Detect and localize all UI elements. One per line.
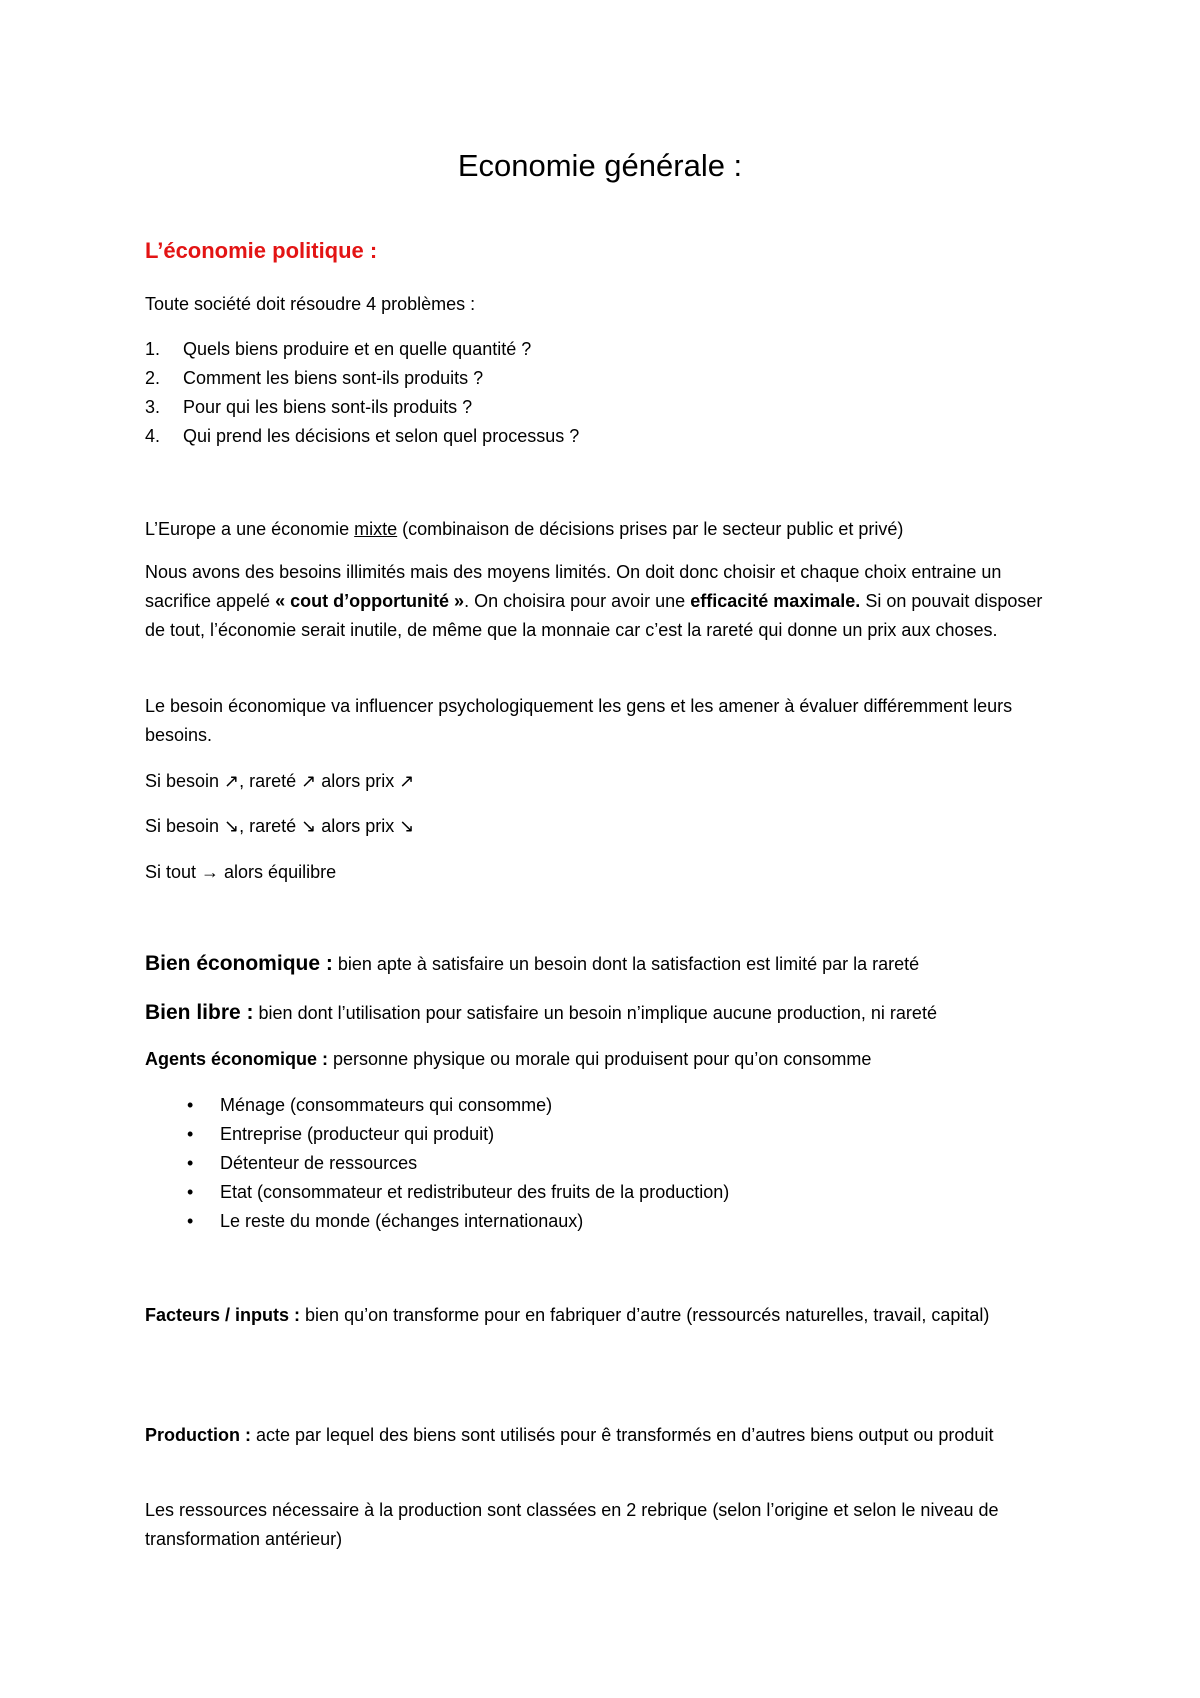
bullet-icon: • [187,1095,194,1115]
list-item: • Ménage (consommateurs qui consomme) [145,1091,1065,1120]
rule-line: Si besoin ↗, rareté ↗ alors prix ↗ [145,771,415,791]
europe-paragraph: L’Europe a une économie mixte (combinaison de décisions prises par le secteur public et privé) [145,519,904,539]
agents-list [145,1091,1065,1236]
list-item [145,364,1065,393]
bullet-icon: • [187,1211,194,1231]
definition-agents: Agents économique : personne physique ou morale qui produisent pour qu’on consomme [145,1049,872,1069]
list-number: 2. [145,368,161,388]
list-item: • Etat (consommateur et redistributeur des fruits de la production) [145,1178,1065,1207]
bullet-icon: • [187,1182,194,1202]
definition-term: Bien économique : [145,952,333,975]
list-item: • Entreprise (producteur qui produit) [145,1120,1065,1149]
bullet-icon: • [187,1153,194,1173]
list-number: 3. [145,397,161,417]
list-item: • Le reste du monde (échanges internationaux) [145,1207,1065,1236]
bold-term: efficacité maximale. [690,591,861,611]
list-item [145,335,1065,364]
underlined-term: mixte [354,519,398,539]
bullet-icon: • [187,1124,194,1144]
section-title: L’économie politique : [145,238,378,263]
list-item: • Détenteur de ressources [145,1149,1065,1178]
list-text: Pour qui les biens sont-ils produits ? [183,397,473,417]
intro-text: Toute société doit résoudre 4 problèmes : [145,294,476,314]
definition-term: Bien libre : [145,1001,254,1024]
definition-production: Production : acte par lequel des biens sont utilisés pour ê transformés en d’autres biens output ou produit [145,1425,994,1445]
definition-term: Agents économique : [145,1049,329,1069]
list-item [145,422,1065,451]
document-title: Economie générale : [457,148,743,183]
problems-list [145,335,1065,451]
definition-term: Facteurs / inputs : [145,1305,301,1325]
bold-term: « cout d’opportunité » [275,591,465,611]
ressources-paragraph: Les ressources nécessaire à la production sont classées en 2 rebrique (selon l’origine et selon le niveau de transformation antérieur) [145,1500,999,1549]
definition-facteurs: Facteurs / inputs : bien qu’on transforme pour en fabriquer d’autre (ressourcés naturelles, travail, capital) [145,1305,990,1325]
rule-line: Si tout → alors équilibre [145,862,337,882]
besoins-paragraph: Nous avons des besoins illimités mais des moyens limités. On doit donc choisir et chaque choix entraine un sacrifice appelé « cout d’opportunité ». On choisira pour avoir une efficacité maximale. Si on pouvait disposer de tout, l’économie serait inutile, de même que la monnaie car c’est la rareté qui donne un prix aux choses. [145,562,1043,640]
list-item [145,393,1065,422]
list-text: Comment les biens sont-ils produits ? [183,368,484,388]
list-number: 4. [145,426,161,446]
list-number: 1. [145,339,161,359]
psycho-paragraph: Le besoin économique va influencer psychologiquement les gens et les amener à évaluer différemment leurs besoins. [145,696,1013,745]
definition-bien-libre: Bien libre : bien dont l’utilisation pour satisfaire un besoin n’implique aucune production, ni rareté [145,1001,937,1024]
definition-term: Production : [145,1425,251,1445]
list-text: Qui prend les décisions et selon quel processus ? [183,426,580,446]
definition-bien-economique: Bien économique : bien apte à satisfaire un besoin dont la satisfaction est limité par la rareté [145,952,920,975]
rule-line: Si besoin ↘, rareté ↘ alors prix ↘ [145,816,415,836]
list-text: Quels biens produire et en quelle quantité ? [183,339,532,359]
